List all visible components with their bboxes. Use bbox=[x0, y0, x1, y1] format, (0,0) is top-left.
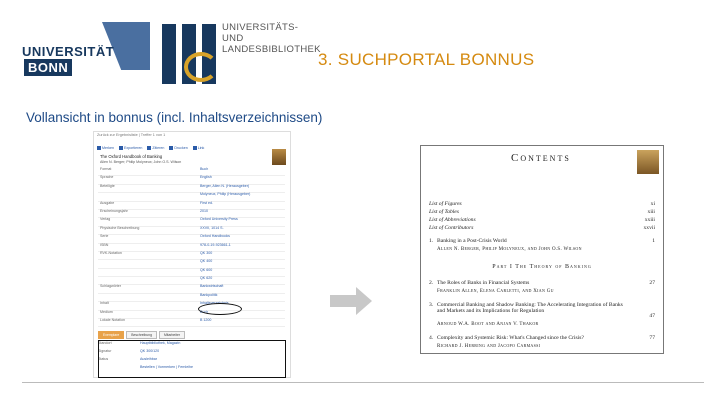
front-matter-item: List of Figures xi bbox=[429, 201, 655, 207]
chapter-authors: Richard J. Herring and Jacopo Carmassi bbox=[437, 344, 541, 349]
field-value[interactable]: QK 600 bbox=[198, 268, 285, 276]
field-label: Serie bbox=[98, 235, 198, 243]
table-row bbox=[98, 209, 285, 217]
table-row bbox=[98, 293, 285, 301]
chapter-authors: Arnoud W.A. Boot and Anjan V. Thakor bbox=[437, 322, 539, 327]
table-of-contents-page bbox=[420, 145, 664, 354]
field-label: Inhalt bbox=[98, 302, 198, 310]
holdings-value[interactable]: Bestellen | Vormerken | Fernleihe bbox=[140, 365, 194, 369]
field-value[interactable]: 978-0-19-923661-1 bbox=[198, 243, 285, 251]
field-value[interactable]: First ed. bbox=[198, 201, 285, 209]
table-row bbox=[98, 260, 285, 268]
field-label bbox=[98, 268, 198, 276]
holdings-value[interactable]: Ausleihbar bbox=[140, 357, 157, 361]
field-label: Format bbox=[98, 168, 198, 176]
footer-divider bbox=[22, 382, 704, 383]
holdings-highlight-box bbox=[98, 340, 286, 378]
field-label: ISBN bbox=[98, 243, 198, 251]
front-matter-item: List of Contributors xxvii bbox=[429, 225, 655, 231]
chapter-title: Complexity and Systemic Risk: What's Changed since the Crisis? bbox=[437, 335, 584, 341]
field-label: Lokale Notation bbox=[98, 319, 198, 327]
field-value[interactable]: Bankpolitik bbox=[198, 293, 285, 301]
print-button[interactable]: Drucken bbox=[169, 146, 187, 150]
chapter-number: 4. bbox=[429, 335, 434, 341]
field-value[interactable]: Buch bbox=[198, 168, 285, 176]
table-row bbox=[98, 168, 285, 176]
chapter-title: The Roles of Banks in Financial Systems bbox=[437, 280, 530, 286]
front-matter-item: List of Abbreviations xxiii bbox=[429, 217, 655, 223]
field-value[interactable]: Inhaltsverzeichnis bbox=[198, 302, 285, 310]
cite-button[interactable]: Zitieren bbox=[147, 146, 164, 150]
book-cover-thumbnail[interactable] bbox=[272, 149, 286, 165]
table-row bbox=[98, 268, 285, 276]
field-value[interactable]: XXVII, 1014 S. bbox=[198, 226, 285, 234]
field-label: Verlag bbox=[98, 218, 198, 226]
tab-holdings[interactable]: Exemplare bbox=[98, 331, 124, 339]
breadcrumb[interactable]: Zurück zur Ergebnisliste | Treffer 1 von 1 bbox=[97, 133, 166, 137]
contents-heading: Contents bbox=[511, 152, 571, 164]
field-value[interactable]: Berger, Allen N. (Herausgeber) bbox=[198, 184, 285, 192]
table-row bbox=[98, 218, 285, 226]
field-label: Beteiligte bbox=[98, 184, 198, 192]
field-value[interactable]: B 1200 bbox=[198, 319, 285, 327]
chapter-number: 1. bbox=[429, 238, 434, 244]
university-bonn-logo bbox=[22, 22, 150, 86]
chapter-page: 1 bbox=[652, 238, 655, 244]
chapter-number: 3. bbox=[429, 302, 434, 308]
holdings-value[interactable]: Hauptbibliothek, Magazin bbox=[140, 341, 181, 345]
table-row bbox=[98, 310, 285, 318]
field-label: Erscheinungsjahr bbox=[98, 209, 198, 217]
slide-title: 3. SUCHPORTAL BONNUS bbox=[318, 50, 535, 69]
toc-link-highlight bbox=[198, 303, 242, 315]
chapter-authors: Franklin Allen, Elena Carletti, and Xian Gu bbox=[437, 289, 554, 294]
field-label bbox=[98, 293, 198, 301]
save-button[interactable]: Merken bbox=[97, 146, 114, 150]
field-value[interactable]: QK 400 bbox=[198, 260, 285, 268]
export-button[interactable]: Exportieren bbox=[119, 146, 142, 150]
holdings-value[interactable]: QK 300/120 bbox=[140, 349, 160, 353]
ulb-e-mark-icon bbox=[184, 52, 218, 82]
part-heading: Part I The Theory of Banking bbox=[492, 264, 592, 270]
holdings-label: Status bbox=[98, 357, 109, 361]
table-row bbox=[98, 277, 285, 285]
field-value[interactable]: Oxford University Press bbox=[198, 218, 285, 226]
field-label: Medium bbox=[98, 310, 198, 318]
field-label: Physische Beschreibung bbox=[98, 226, 198, 234]
bonn-logo-wordmark: UNIVERSITÄTBONN bbox=[22, 44, 115, 75]
field-value[interactable]: QK 620 bbox=[198, 277, 285, 285]
field-value[interactable]: Oxford Handbooks bbox=[198, 235, 285, 243]
table-row bbox=[98, 176, 285, 184]
field-value[interactable]: 2010 bbox=[198, 209, 285, 217]
table-row bbox=[98, 251, 285, 259]
field-label bbox=[98, 193, 198, 201]
field-label bbox=[98, 260, 198, 268]
front-matter-item: List of Tables xiii bbox=[429, 209, 655, 215]
holdings-label: Signatur bbox=[98, 349, 112, 353]
record-title: The Oxford Handbook of Banking bbox=[100, 154, 163, 159]
chapter-number: 2. bbox=[429, 280, 434, 286]
ulb-logo bbox=[162, 22, 321, 86]
record-details-table bbox=[98, 168, 285, 327]
slide-subtitle: Vollansicht in bonnus (incl. Inhaltsverzeichnissen) bbox=[26, 110, 323, 125]
tab-staff[interactable]: Mitarbeiter bbox=[159, 331, 185, 339]
chapter-page: 27 bbox=[649, 280, 655, 286]
field-value[interactable]: Molyneux, Philip (Herausgeber) bbox=[198, 193, 285, 201]
field-label: Schlagwörter bbox=[98, 285, 198, 293]
field-value[interactable]: English bbox=[198, 176, 285, 184]
field-label: RVK-Notation bbox=[98, 251, 198, 259]
record-authors: Allen N. Berger; Philip Molyneux; John O.S. Wilson bbox=[100, 160, 182, 164]
table-row bbox=[98, 302, 285, 310]
link-button[interactable]: Link bbox=[193, 146, 205, 150]
field-value[interactable]: QK 300 bbox=[198, 251, 285, 259]
chapter-page: 77 bbox=[649, 335, 655, 341]
table-row bbox=[98, 193, 285, 201]
field-label: Sprache bbox=[98, 176, 198, 184]
table-row bbox=[98, 285, 285, 293]
record-toolbar bbox=[97, 144, 287, 152]
right-arrow-icon bbox=[330, 287, 372, 315]
ulb-logo-bars bbox=[162, 24, 218, 84]
table-row bbox=[98, 184, 285, 192]
chapter-page: 47 bbox=[649, 313, 655, 319]
holdings-label: Standort bbox=[98, 341, 112, 345]
field-value[interactable]: Bankwirtschaft bbox=[198, 285, 285, 293]
table-row bbox=[98, 319, 285, 327]
chapter-title: Banking in a Post-Crisis World bbox=[437, 238, 507, 244]
chapter-authors: Allen N. Berger, Philip Molyneux, and John O.S. Wilson bbox=[437, 247, 582, 252]
ulb-logo-text: UNIVERSITÄTS- UND LANDESBIBLIOTHEK bbox=[222, 22, 321, 55]
table-row bbox=[98, 235, 285, 243]
table-row bbox=[98, 243, 285, 251]
chapter-title: Commercial Banking and Shadow Banking: The Accelerating Integration of Banks and Markets and its Implications for Regulation bbox=[437, 302, 623, 315]
field-value[interactable]: Buch bbox=[198, 310, 285, 318]
table-row bbox=[98, 226, 285, 234]
field-label: Ausgabe bbox=[98, 201, 198, 209]
holdings-tabs bbox=[98, 331, 185, 339]
book-cover-decoration bbox=[637, 150, 659, 174]
tab-description[interactable]: Beschreibung bbox=[126, 331, 157, 339]
